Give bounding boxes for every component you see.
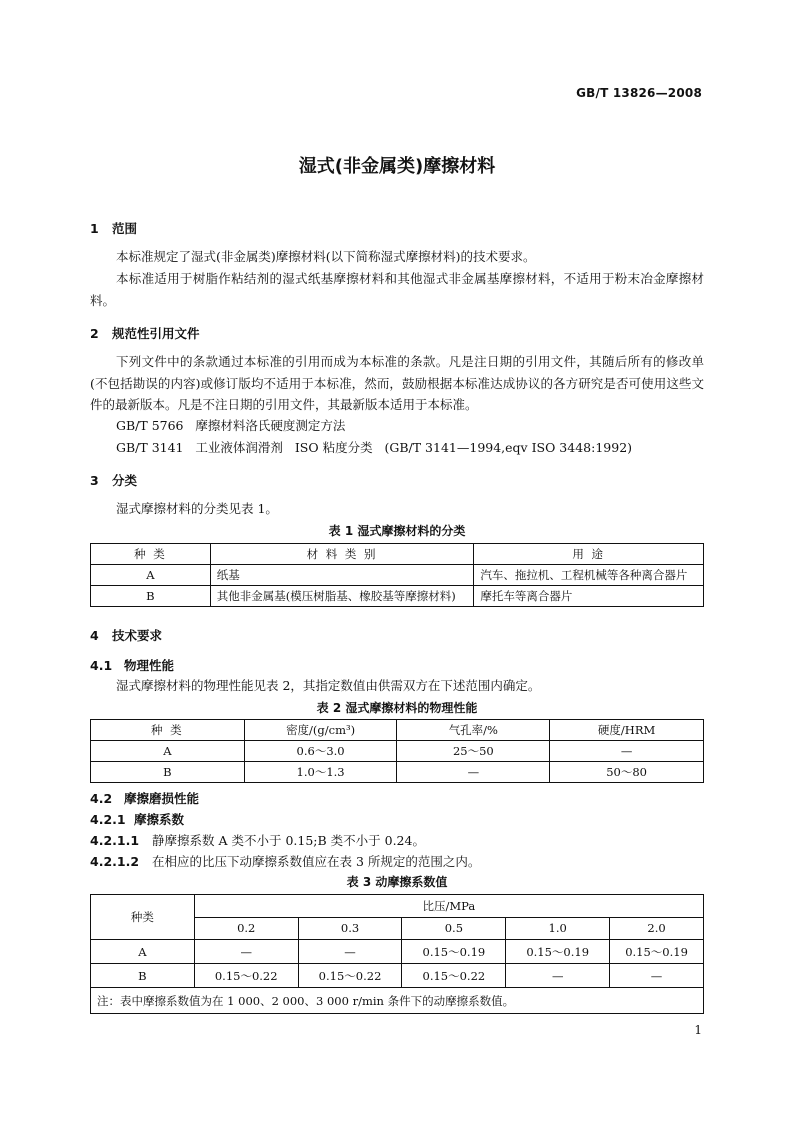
section-title: 范围 — [112, 221, 138, 236]
table-header-cell: 0.5 — [402, 917, 506, 940]
table-cell: 纸基 — [210, 565, 474, 586]
table-cell: B — [91, 586, 211, 607]
table-header-cell: 1.0 — [506, 917, 610, 940]
section-number: 4.2.1.2 — [90, 854, 140, 869]
table-cell: 50～80 — [550, 762, 704, 783]
table-3-caption: 表 3 动摩擦系数值 — [346, 875, 448, 889]
table-cell: 0.15～0.19 — [610, 940, 704, 964]
reference-gb-t-5766: GB/T 5766 摩擦材料洛氏硬度测定方法 — [116, 418, 346, 433]
page-number: 1 — [694, 1023, 702, 1037]
table-cell: — — [610, 964, 704, 988]
standard-code: GB/T 13826—2008 — [576, 86, 702, 100]
section-1-heading — [90, 219, 137, 237]
table-group-header: 比压/MPa — [194, 895, 703, 918]
section-number: 3 — [90, 473, 99, 488]
section-title: 分类 — [112, 473, 138, 488]
table-cell: — — [298, 940, 402, 964]
clause-text: 在相应的比压下动摩擦系数值应在表 3 所规定的范围之内。 — [152, 854, 481, 869]
section-number: 4.2.1 — [90, 812, 126, 827]
table-row — [91, 565, 704, 586]
table-row — [91, 762, 704, 783]
table-header-cell: 0.3 — [298, 917, 402, 940]
table-cell: 汽车、拖拉机、工程机械等各种离合器片 — [474, 565, 704, 586]
table-cell: A — [91, 940, 195, 964]
table-cell: — — [397, 762, 550, 783]
section-number: 2 — [90, 326, 99, 341]
table-1-caption: 表 1 湿式摩擦材料的分类 — [328, 524, 466, 538]
section-title: 技术要求 — [112, 628, 163, 643]
section-1-paragraph-2: 本标准适用于树脂作粘结剂的湿式纸基摩擦材料和其他湿式非金属基摩擦材料，不适用于粉末冶金摩擦材料。 — [90, 271, 704, 308]
table-cell: 其他非金属基(模压树脂基、橡胶基等摩擦材料) — [210, 586, 474, 607]
section-4-1-heading — [90, 656, 174, 674]
section-number: 4 — [90, 628, 99, 643]
table-cell: 0.6～3.0 — [244, 741, 397, 762]
clause-text: 静摩擦系数 A 类不小于 0.15;B 类不小于 0.24。 — [152, 833, 425, 848]
table-cell: B — [91, 762, 245, 783]
section-title: 摩擦系数 — [134, 812, 185, 827]
section-title: 物理性能 — [124, 658, 175, 673]
table-cell: — — [550, 741, 704, 762]
section-4-heading — [90, 626, 162, 644]
section-title: 规范性引用文件 — [112, 326, 200, 341]
section-3-heading — [90, 471, 137, 489]
section-2-paragraph: 下列文件中的条款通过本标准的引用而成为本标准的条款。凡是注日期的引用文件，其随后所有的修改单(不包括勘误的内容)或修订版均不适用于本标准，然而，鼓励根据本标准达成协议的各方研究是否可使用这些文件的最新版本。凡是不注日期的引用文件，其最新版本适用于本标准。 — [90, 354, 704, 412]
table-cell: 0.15～0.22 — [194, 964, 298, 988]
table-row — [91, 940, 704, 964]
table-cell: 25～50 — [397, 741, 550, 762]
section-2-heading — [90, 324, 200, 342]
section-4-2-1-heading — [90, 810, 184, 828]
section-4-2-heading — [90, 789, 199, 807]
section-title: 摩擦磨损性能 — [124, 791, 200, 806]
table-cell: — — [194, 940, 298, 964]
table-header-cell: 0.2 — [194, 917, 298, 940]
section-4-2-1-1 — [90, 831, 425, 849]
table-header-cell: 密度/(g/cm³) — [244, 720, 397, 741]
table-header-cell: 用 途 — [474, 544, 704, 565]
section-3-paragraph: 湿式摩擦材料的分类见表 1。 — [116, 501, 278, 516]
section-number: 4.2 — [90, 791, 113, 806]
table-header-cell: 硬度/HRM — [550, 720, 704, 741]
table-note-row — [91, 988, 704, 1014]
table-cell: 1.0～1.3 — [244, 762, 397, 783]
document-title: 湿式(非金属类)摩擦材料 — [298, 156, 496, 177]
table-header-cell: 气孔率/% — [397, 720, 550, 741]
table-cell: — — [506, 964, 610, 988]
table-header-cell: 材 料 类 别 — [210, 544, 474, 565]
section-4-2-1-2 — [90, 852, 480, 870]
section-number: 4.1 — [90, 658, 113, 673]
reference-gb-t-3141: GB/T 3141 工业液体润滑剂 ISO 粘度分类 (GB/T 3141—1994,eqv ISO 3448:1992) — [116, 440, 633, 455]
table-row — [91, 741, 704, 762]
section-number: 1 — [90, 221, 99, 236]
section-1-paragraph-1: 本标准规定了湿式(非金属类)摩擦材料(以下简称湿式摩擦材料)的技术要求。 — [116, 249, 536, 264]
table-row — [91, 586, 704, 607]
table-2-physical-properties — [90, 719, 704, 783]
table-note: 注：表中摩擦系数值为在 1 000、2 000、3 000 r/min 条件下的动摩擦系数值。 — [91, 988, 704, 1014]
section-4-1-paragraph: 湿式摩擦材料的物理性能见表 2，其指定数值由供需双方在下述范围内确定。 — [116, 678, 541, 693]
table-cell: 0.15～0.22 — [298, 964, 402, 988]
table-3-dynamic-friction — [90, 894, 704, 1014]
table-header-cell: 种 类 — [91, 544, 211, 565]
table-2-caption: 表 2 湿式摩擦材料的物理性能 — [316, 701, 478, 715]
table-cell: 0.15～0.19 — [506, 940, 610, 964]
table-cell: A — [91, 741, 245, 762]
table-cell: 0.15～0.19 — [402, 940, 506, 964]
table-cell: 摩托车等离合器片 — [474, 586, 704, 607]
table-cell: B — [91, 964, 195, 988]
table-header-cell: 种类 — [91, 895, 195, 940]
table-header-row — [91, 544, 704, 565]
table-cell: 0.15～0.22 — [402, 964, 506, 988]
table-header-row — [91, 895, 704, 918]
table-cell: A — [91, 565, 211, 586]
table-header-cell: 种 类 — [91, 720, 245, 741]
table-header-cell: 2.0 — [610, 917, 704, 940]
section-number: 4.2.1.1 — [90, 833, 140, 848]
table-1-classification — [90, 543, 704, 607]
table-header-row — [91, 720, 704, 741]
table-row — [91, 964, 704, 988]
